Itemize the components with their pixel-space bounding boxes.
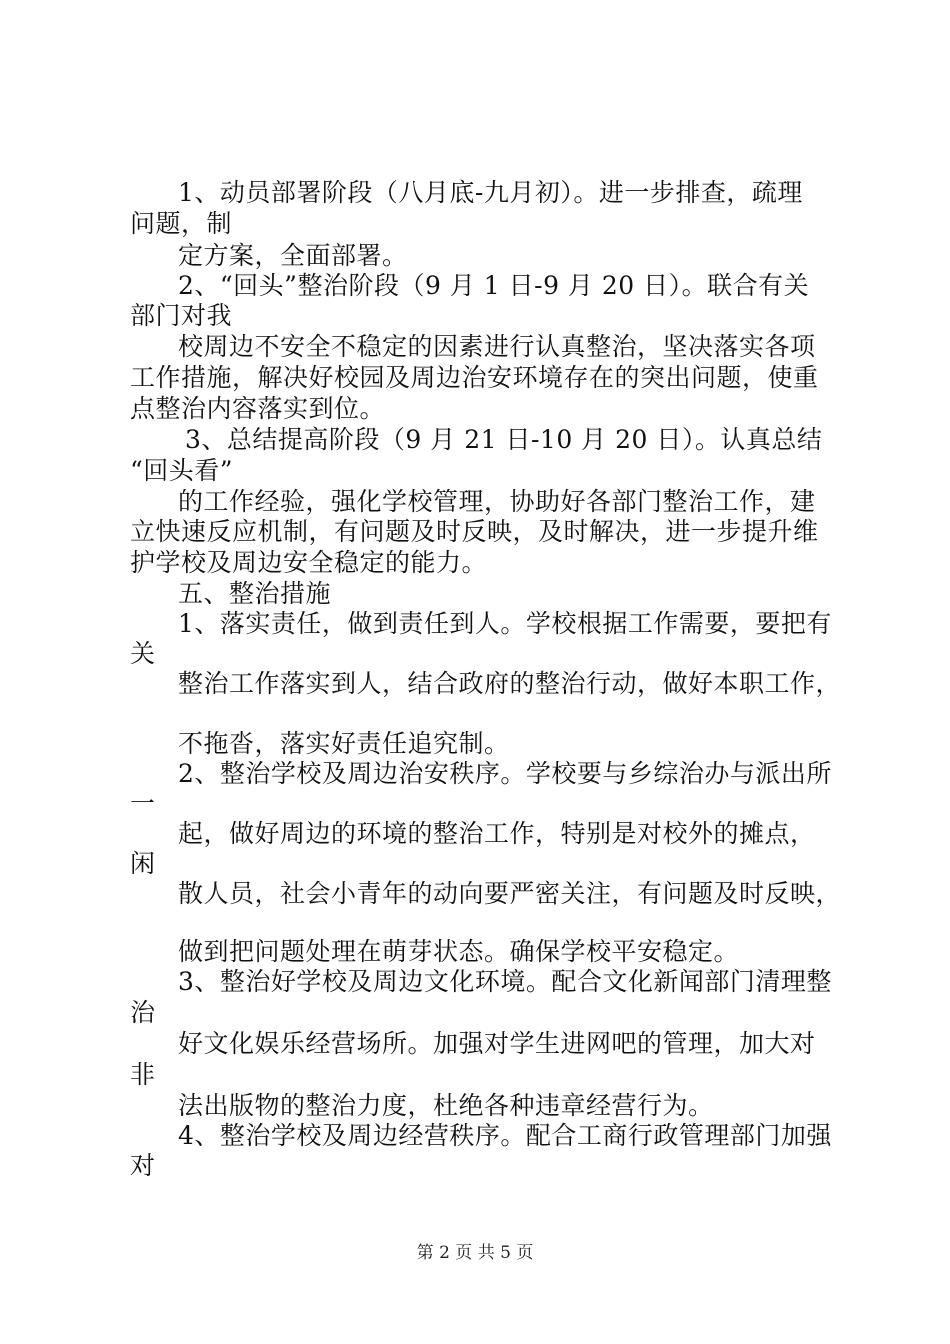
text-line: 一	[130, 789, 156, 818]
text-line: 定方案，全面部署。	[178, 241, 408, 270]
text-line: “回头看”	[130, 456, 234, 485]
text-line: 法出版物的整治力度，杜绝各种违章经营行为。	[178, 1091, 714, 1120]
text-line: 3、整治好学校及周边文化环境。配合文化新闻部门清理整	[178, 967, 832, 996]
text-line: 治	[130, 998, 156, 1027]
text-line: 的工作经验，强化学校管理，协助好各部门整治工作，建	[178, 487, 816, 516]
text-line: 非	[130, 1060, 156, 1089]
text-line: 不拖沓，落实好责任追究制。	[178, 729, 510, 758]
text-line: 护学校及周边安全稳定的能力。	[130, 548, 488, 577]
text-line: 闲	[130, 849, 156, 878]
text-line: 4、整治学校及周边经营秩序。配合工商行政管理部门加强	[178, 1121, 832, 1150]
text-line: 2、“回头”整治阶段（9 月 1 日-9 月 20 日）。联合有关	[178, 271, 810, 300]
text-line: 校周边不安全不稳定的因素进行认真整治，坚决落实各项	[178, 332, 816, 361]
text-line: 工作措施，解决好校园及周边治安环境存在的突出问题，使重	[130, 363, 819, 392]
text-line: 散人员，社会小青年的动向要严密关注，有问题及时反映，	[178, 879, 842, 908]
text-line: 好文化娱乐经营场所。加强对学生进网吧的管理，加大对	[178, 1029, 816, 1058]
text-line: 对	[130, 1151, 156, 1180]
text-line: 1、动员部署阶段（八月底-九月初）。进一步排查，疏理	[178, 178, 803, 207]
text-line: 3、总结提高阶段（9 月 21 日-10 月 20 日）。认真总结	[185, 425, 823, 454]
section-heading: 五、整治措施	[178, 579, 332, 608]
text-line: 起，做好周边的环境的整治工作，特别是对校外的摊点，	[178, 819, 816, 848]
text-line: 做到把问题处理在萌芽状态。确保学校平安稳定。	[178, 937, 740, 966]
text-line: 关	[130, 639, 156, 668]
text-line: 2、整治学校及周边治安秩序。学校要与乡综治办与派出所	[178, 759, 832, 788]
text-line: 整治工作落实到人，结合政府的整治行动，做好本职工作，	[178, 669, 842, 698]
text-line: 问题，制	[130, 209, 233, 238]
page-number-footer: 第 2 页 共 5 页	[416, 1243, 534, 1263]
text-line: 部门对我	[130, 301, 233, 330]
text-line: 点整治内容落实到位。	[130, 394, 386, 423]
text-line: 1、落实责任，做到责任到人。学校根据工作需要，要把有	[178, 609, 832, 638]
text-line: 立快速反应机制，有问题及时反映，及时解决，进一步提升维	[130, 517, 819, 546]
